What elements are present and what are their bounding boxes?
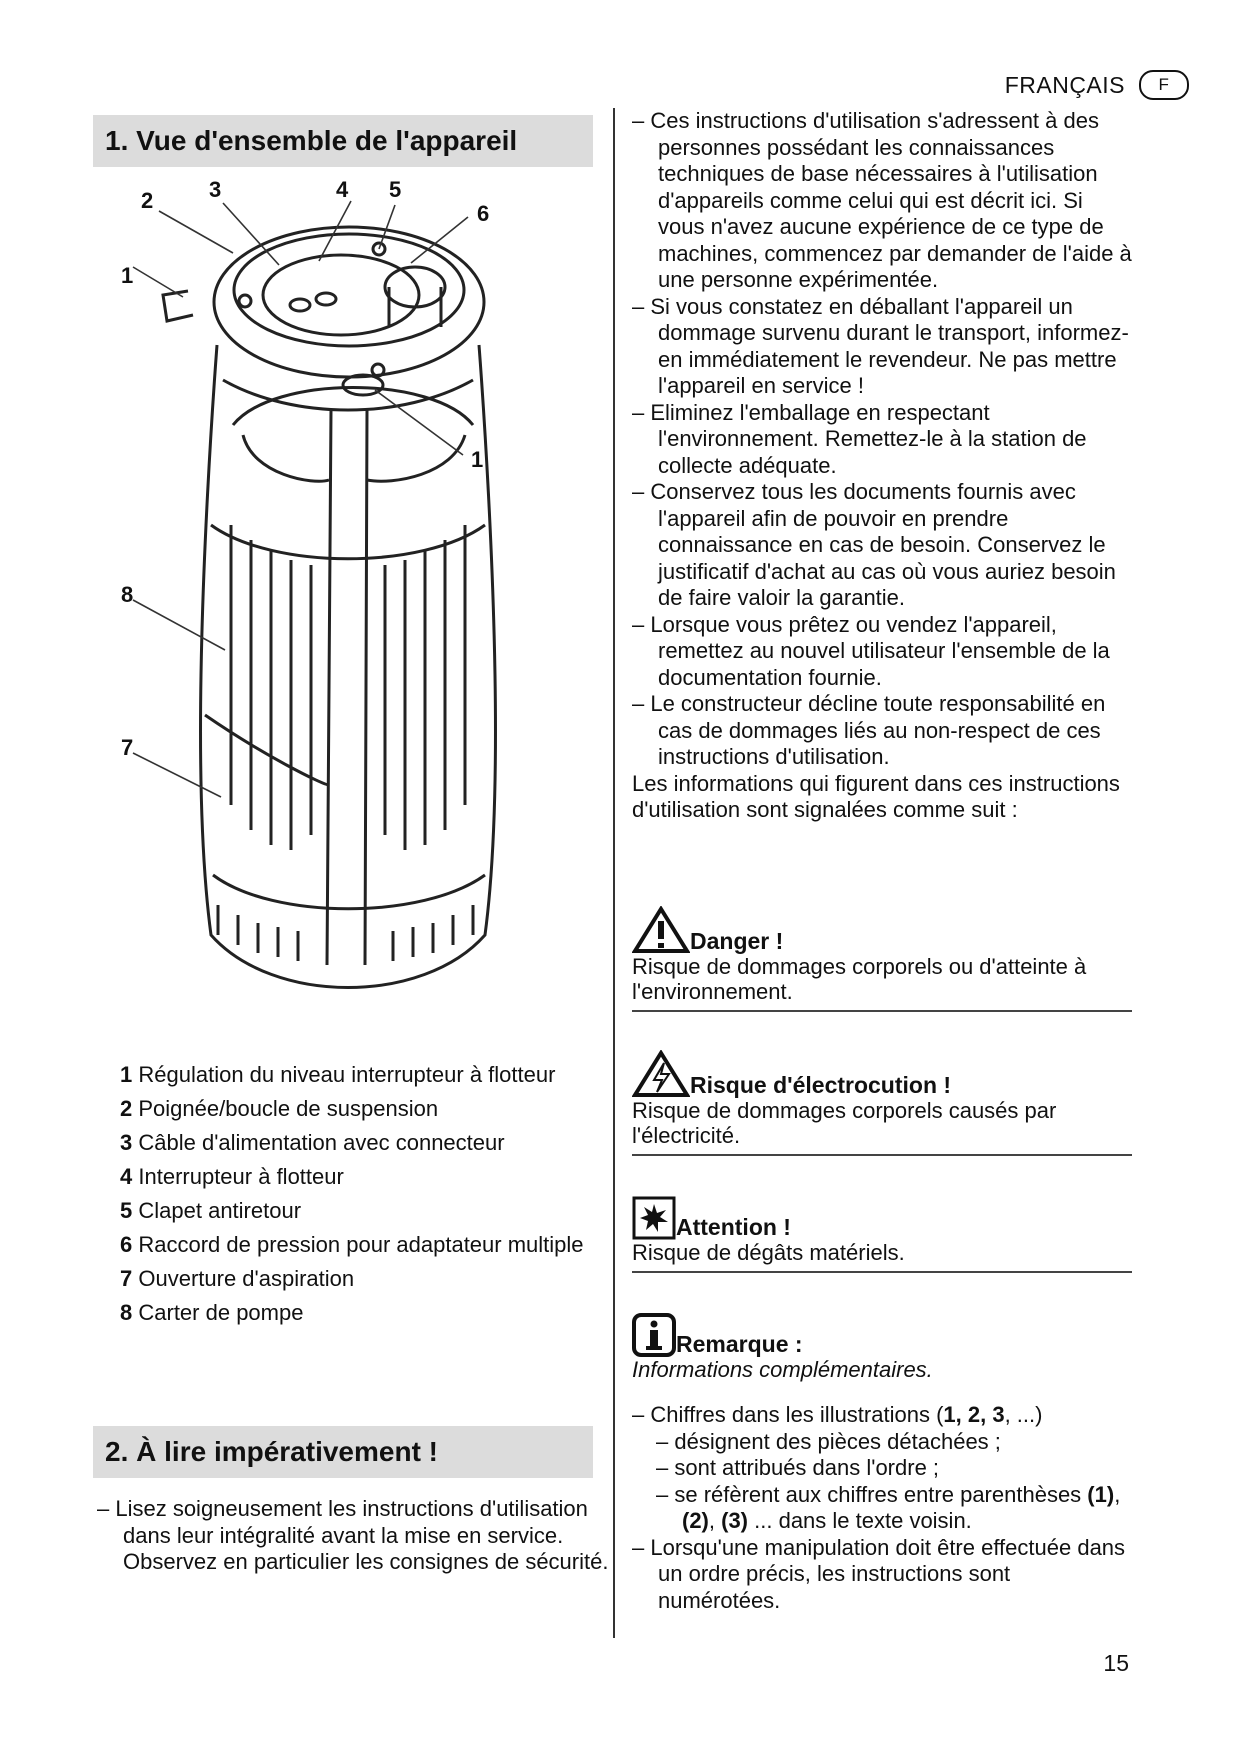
info-line: Les informations qui figurent dans ces instructions d'utilisation sont signalées comme suit : bbox=[632, 770, 1120, 822]
legend-item: 4 Interrupteur à flotteur bbox=[120, 1164, 344, 1189]
danger-note bbox=[632, 906, 1132, 1012]
remark-title: Remarque : bbox=[676, 1331, 803, 1357]
pump-illustration bbox=[93, 175, 603, 1045]
note-divider bbox=[632, 1154, 1132, 1156]
legend-item: 7 Ouverture d'aspiration bbox=[120, 1266, 355, 1291]
right-column-text bbox=[632, 108, 1132, 824]
electric-title: Risque d'électrocution ! bbox=[690, 1072, 952, 1098]
warning-triangle-icon bbox=[632, 906, 690, 954]
numbering-explanation bbox=[632, 1402, 1132, 1614]
callout-1-mid: 1 bbox=[471, 447, 484, 472]
callout-7: 7 bbox=[121, 735, 134, 760]
legend-item: 3 Câble d'alimentation avec connecteur bbox=[120, 1130, 505, 1155]
attention-burst-icon bbox=[632, 1196, 676, 1240]
page-number: 15 bbox=[1103, 1650, 1129, 1676]
remark-text: Informations complémentaires. bbox=[632, 1357, 933, 1382]
attention-text: Risque de dégâts matériels. bbox=[632, 1240, 905, 1265]
callout-8: 8 bbox=[121, 582, 134, 607]
note-divider bbox=[632, 1271, 1132, 1273]
callout-6: 6 bbox=[477, 201, 490, 226]
numbering-sub-bullet: – désignent des pièces détachées ; bbox=[656, 1428, 1001, 1454]
callout-1-top: 1 bbox=[121, 263, 134, 288]
section-2-intro: – Lisez soigneusement les instructions d'utilisation dans leur intégralité avant la mise en service. Observez en particulier les consignes de sécurité. bbox=[97, 1496, 609, 1574]
danger-text: Risque de dommages corporels ou d'atteinte à l'environnement. bbox=[632, 954, 1087, 1004]
language-code-badge: F bbox=[1139, 70, 1189, 100]
legend-item: 8 Carter de pompe bbox=[120, 1300, 304, 1325]
electric-text: Risque de dommages corporels causés par l'électricité. bbox=[632, 1098, 1057, 1148]
callout-2: 2 bbox=[141, 188, 154, 213]
numbering-sub-bullet: – se réfèrent aux chiffres entre parenthèses (1), (2), (3) ... dans le texte voisin. bbox=[656, 1481, 1121, 1533]
numbering-sub-bullet: – sont attribués dans l'ordre ; bbox=[656, 1455, 940, 1480]
column-divider bbox=[613, 108, 615, 1638]
instruction-bullet: – Le constructeur décline toute responsabilité en cas de dommages liés au non-respect de ces instructions d'utilisation. bbox=[632, 691, 1106, 769]
parts-legend bbox=[120, 1062, 590, 1334]
numbering-bullet: – Lorsqu'une manipulation doit être effectuée dans un ordre précis, les instructions sont numérotées. bbox=[632, 1534, 1126, 1613]
numbering-bullet: – Chiffres dans les illustrations (1, 2, 3, ...) bbox=[632, 1402, 1043, 1427]
instruction-bullet: – Conservez tous les documents fournis avec l'appareil afin de pouvoir en prendre connaissance en cas de besoin. Conservez le justificatif d'achat au cas où vous auriez besoin de faire valoir la garantie. bbox=[632, 479, 1116, 610]
legend-item: 2 Poignée/boucle de suspension bbox=[120, 1096, 439, 1121]
legend-item: 1 Régulation du niveau interrupteur à flotteur bbox=[120, 1062, 556, 1087]
language-label: FRANÇAIS bbox=[1004, 71, 1125, 98]
callout-4: 4 bbox=[336, 177, 349, 202]
language-indicator bbox=[1005, 70, 1189, 100]
attention-title: Attention ! bbox=[676, 1214, 791, 1240]
instruction-bullet: – Si vous constatez en déballant l'appareil un dommage survenu durant le transport, informez-en immédiatement le revendeur. Ne pas mettre l'appareil en service ! bbox=[632, 293, 1129, 398]
electric-note bbox=[632, 1050, 1132, 1156]
callout-3: 3 bbox=[209, 177, 222, 202]
instruction-bullet: – Eliminez l'emballage en respectant l'environnement. Remettez-le à la station de collecte adéquate. bbox=[632, 399, 1087, 478]
callout-5: 5 bbox=[389, 177, 402, 202]
pump-drawing bbox=[93, 175, 603, 1045]
legend-item: 5 Clapet antiretour bbox=[120, 1198, 302, 1223]
danger-title: Danger ! bbox=[690, 928, 784, 954]
attention-note bbox=[632, 1196, 1132, 1273]
electric-warning-icon bbox=[632, 1050, 690, 1098]
note-divider bbox=[632, 1010, 1132, 1012]
section-1-heading: 1. Vue d'ensemble de l'appareil bbox=[93, 115, 593, 167]
instruction-bullet: – Lorsque vous prêtez ou vendez l'appareil, remettez au nouvel utilisateur l'ensemble de la documentation fournie. bbox=[632, 611, 1110, 690]
info-icon bbox=[632, 1313, 676, 1357]
remark-note bbox=[632, 1313, 1132, 1382]
section-2-heading: 2. À lire impérativement ! bbox=[93, 1426, 593, 1478]
instruction-bullet: – Ces instructions d'utilisation s'adressent à des personnes possédant les connaissances techniques de base nécessaires à l'utilisation d'appareils comme celui qui est décrit ici. Si vous n'avez aucune expérience de ce type de machines, commencez par demander de l'aide à une personne expérimentée. bbox=[632, 108, 1132, 292]
legend-item: 6 Raccord de pression pour adaptateur multiple bbox=[120, 1232, 584, 1257]
